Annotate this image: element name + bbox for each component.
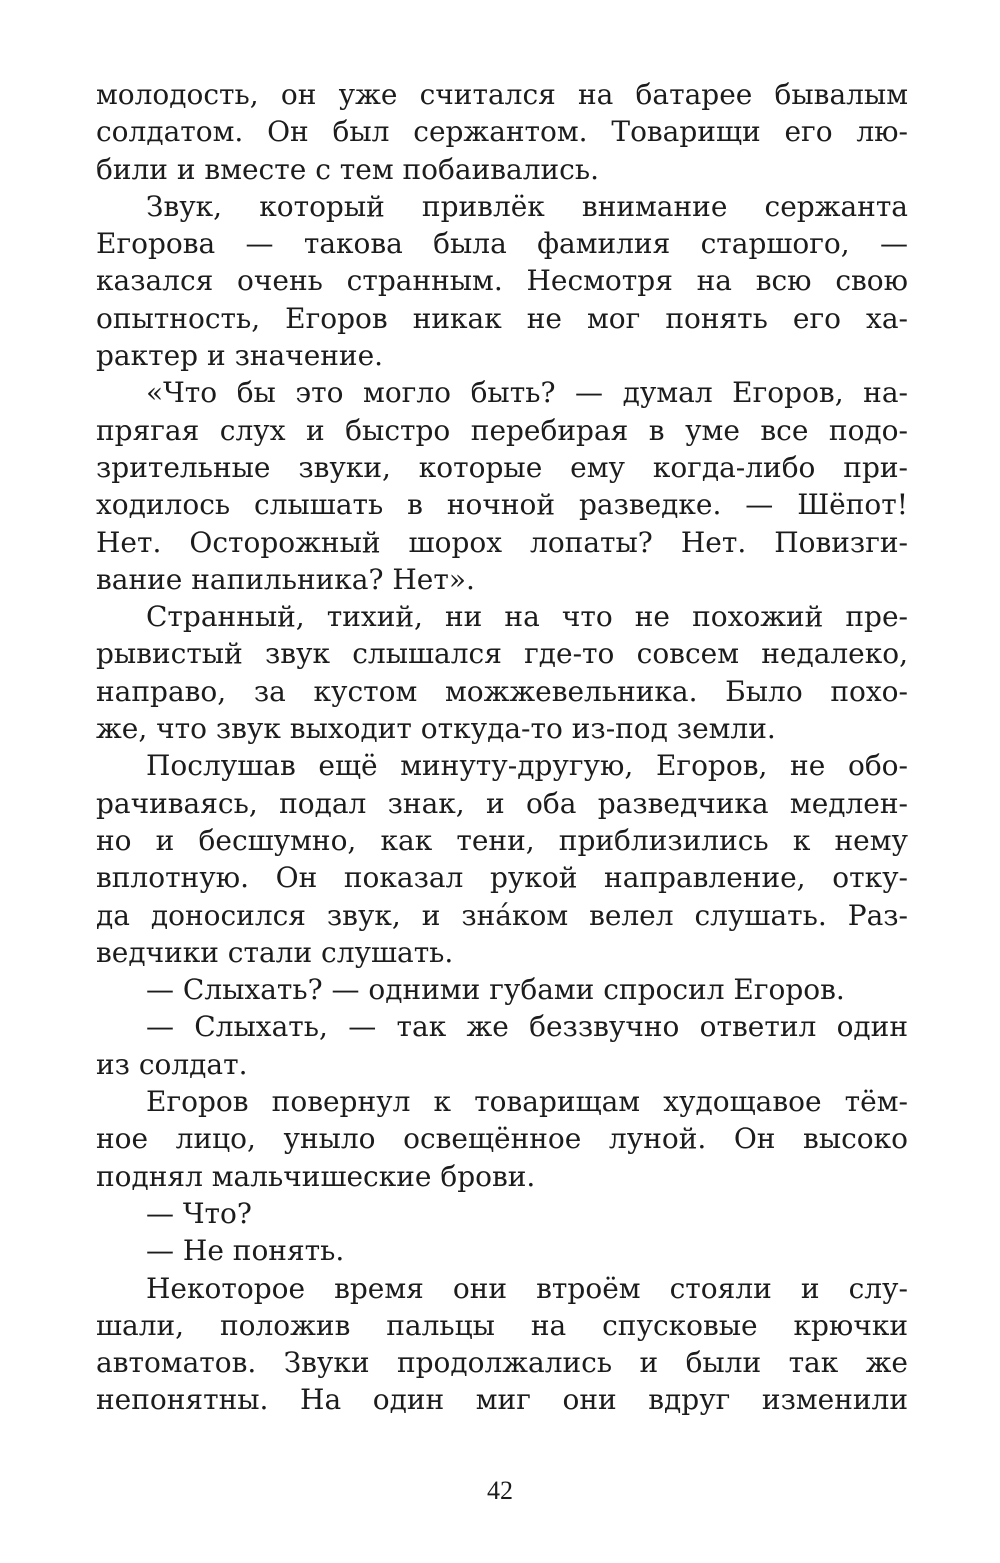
text-line: солдатом. Он был сержантом. Товарищи его лю- <box>96 115 908 149</box>
page-text <box>96 76 908 1419</box>
text-line: ходилось слышать в ночной разведке. — Шёпот! <box>96 488 908 522</box>
text-line: казался очень странным. Несмотря на всю свою <box>96 264 908 298</box>
text-line: Странный, тихий, ни на что не похожий пре- <box>146 600 908 634</box>
text-line: автоматов. Звуки продолжались и были так же <box>96 1346 908 1380</box>
text-line: вплотную. Он показал рукой направление, отку- <box>96 861 908 895</box>
text-line: зрительные звуки, которые ему когда-либо при- <box>96 450 908 484</box>
text-line: — Слыхать? — одними губами спросил Егоров. <box>146 973 845 1007</box>
text-line: — Слыхать, — так же беззвучно ответил один <box>146 1010 908 1044</box>
text-line: рывистый звук слышался где-то совсем недалеко, <box>96 637 908 671</box>
text-line: ведчики стали слушать. <box>96 935 454 969</box>
text-line: же, что звук выходит откуда-то из-под земли. <box>96 712 776 746</box>
text-line: — Не понять. <box>146 1234 345 1268</box>
text-line: непонятны. На один миг они вдруг изменили <box>96 1383 908 1417</box>
text-line: Егорова — такова была фамилия старшого, — <box>96 227 908 261</box>
text-line: «Что бы это могло быть? — думал Егоров, на- <box>146 376 908 410</box>
text-line: из солдат. <box>96 1047 248 1081</box>
text-line: шали, положив пальцы на спусковые крючки <box>96 1308 908 1342</box>
text-line: направо, за кустом можжевельника. Было похо- <box>96 674 908 708</box>
text-line: молодость, он уже считался на батарее бывалым <box>96 78 908 111</box>
text-line: Звук, который привлёк внимание сержанта <box>146 189 908 223</box>
text-line: — Что? <box>146 1196 252 1230</box>
text-line: рактер и значение. <box>96 339 384 373</box>
text-line: Послушав ещё минуту-другую, Егоров, не обо- <box>146 749 908 783</box>
page-number: 42 <box>487 1476 513 1505</box>
text-line: Нет. Осторожный шорох лопаты? Нет. Повизги- <box>96 525 908 559</box>
text-line: Некоторое время они втроём стояли и слу- <box>146 1271 908 1305</box>
text-line: прягая слух и быстро перебирая в уме все подо- <box>96 413 908 447</box>
text-line: Егоров повернул к товарищам худощавое тём- <box>146 1085 908 1119</box>
text-line: рачиваясь, подал знак, и оба разведчика медлен- <box>96 786 908 820</box>
text-line: да доносился звук, и зна́ком велел слушать. Раз- <box>96 898 908 932</box>
text-line: вание напильника? Нет». <box>96 562 475 596</box>
text-line: опытность, Егоров никак не мог понять его ха- <box>96 301 908 335</box>
text-line: но и бесшумно, как тени, приблизились к нему <box>96 823 908 857</box>
text-line: поднял мальчишеские брови. <box>96 1159 536 1193</box>
text-line: ное лицо, уныло освещённое луной. Он высоко <box>96 1122 908 1156</box>
text-line: били и вместе с тем побаивались. <box>96 152 599 186</box>
